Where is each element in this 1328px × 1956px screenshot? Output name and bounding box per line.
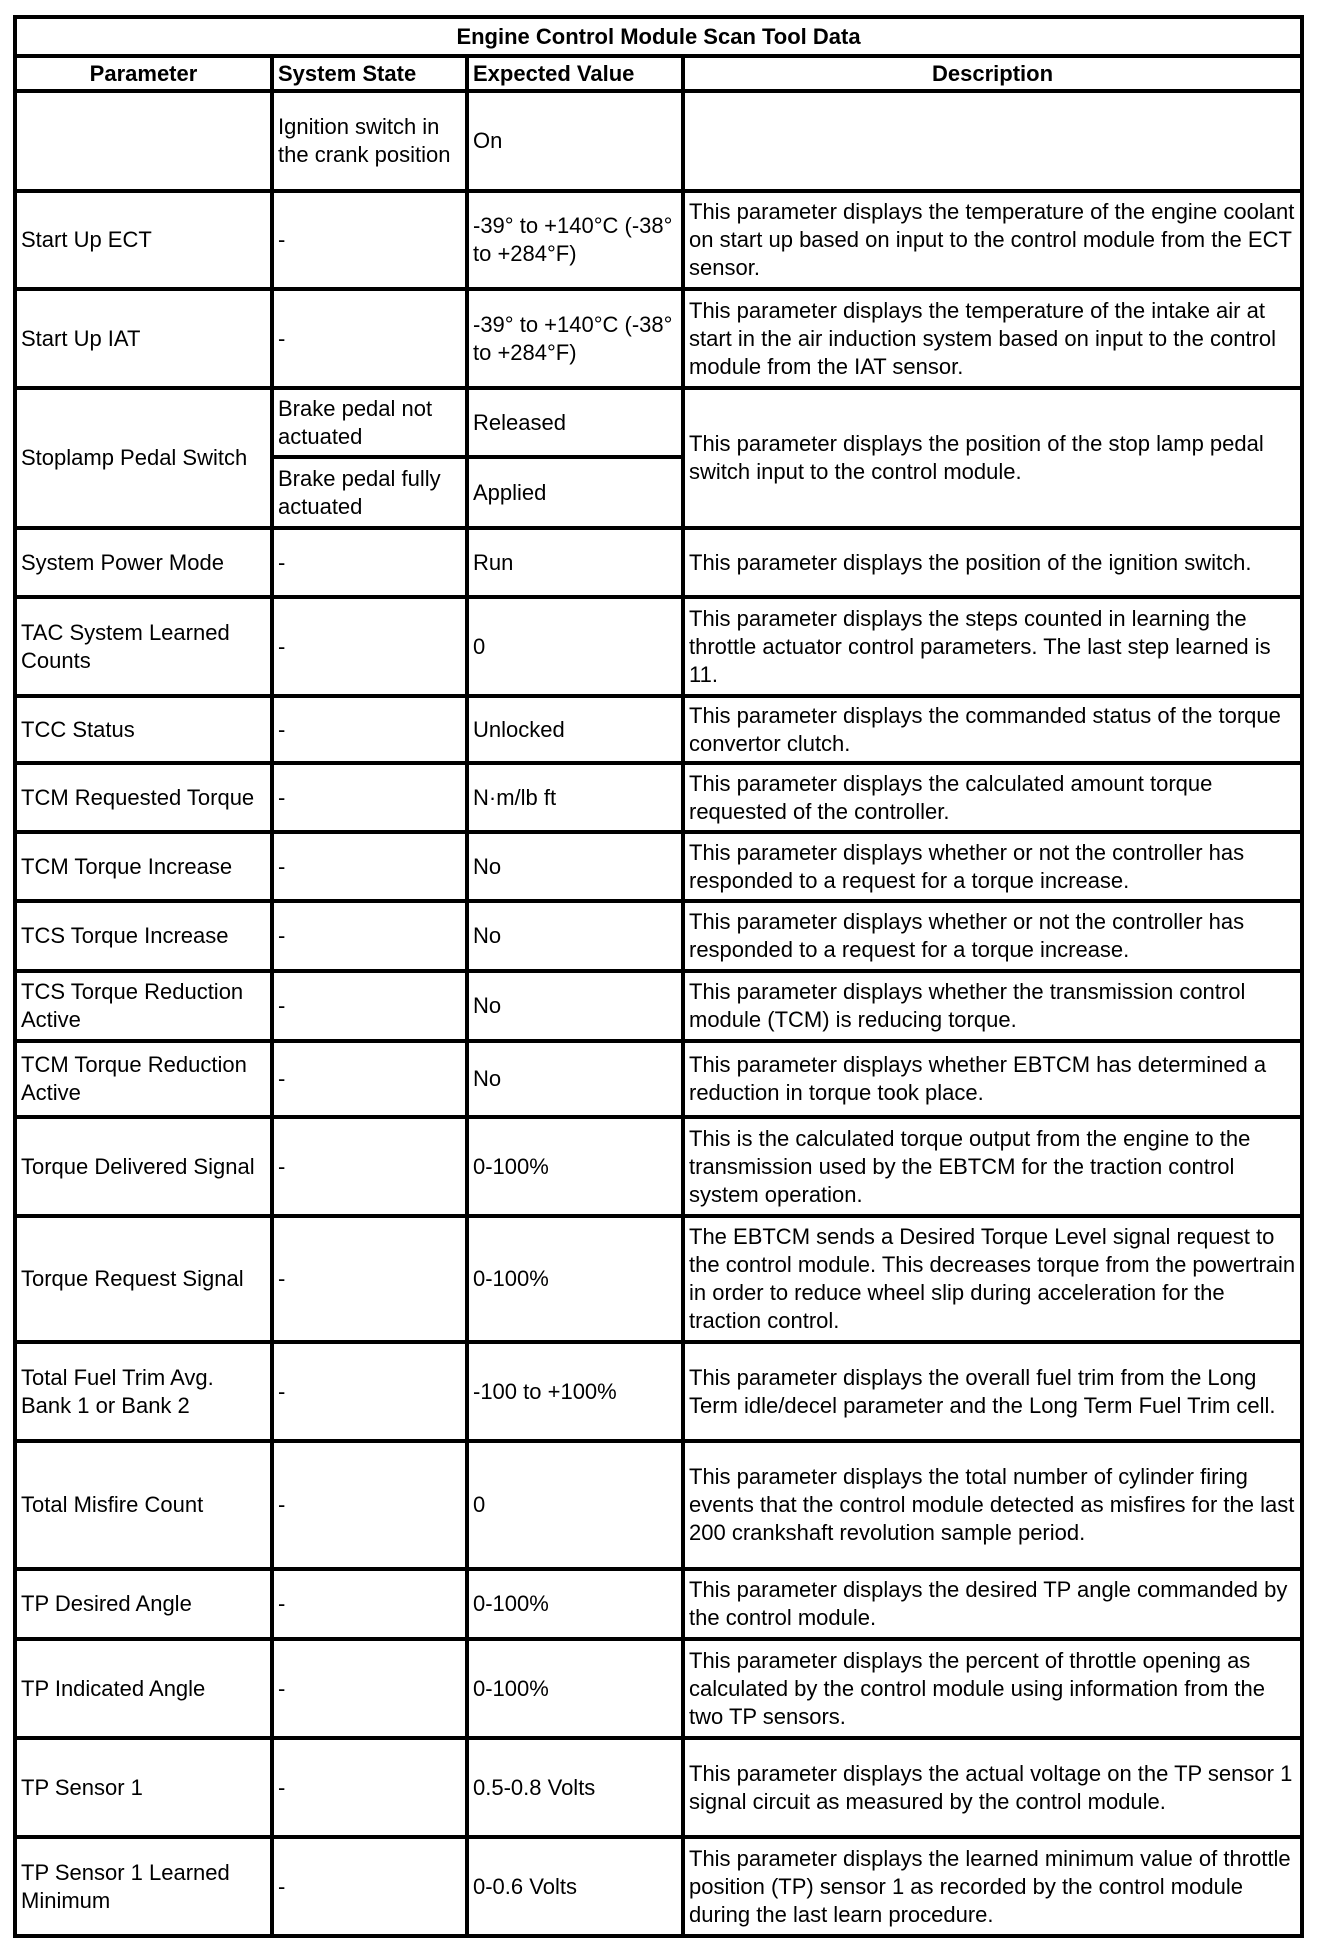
cell-expected-value: No <box>467 901 683 971</box>
table-row <box>15 901 1302 971</box>
cell-parameter: TP Desired Angle <box>15 1569 272 1639</box>
header-row <box>15 56 1302 91</box>
header-expected-value: Expected Value <box>467 56 683 91</box>
cell-expected-value: Released <box>467 388 683 457</box>
cell-parameter: Start Up ECT <box>15 191 272 289</box>
table-title: Engine Control Module Scan Tool Data <box>15 17 1302 56</box>
cell-description: This is the calculated torque output from the engine to the transmission used by the EBTCM for the traction control system operation. <box>683 1117 1302 1216</box>
cell-expected-value: No <box>467 971 683 1041</box>
cell-expected-value: Applied <box>467 457 683 528</box>
table-row <box>15 971 1302 1041</box>
cell-system-state: - <box>272 289 467 388</box>
cell-expected-value: On <box>467 91 683 191</box>
header-description: Description <box>683 56 1302 91</box>
table-row <box>15 1569 1302 1639</box>
table-row <box>15 1117 1302 1216</box>
cell-description: This parameter displays the position of the stop lamp pedal switch input to the control module. <box>683 388 1302 528</box>
cell-expected-value: 0-100% <box>467 1569 683 1639</box>
cell-parameter: Total Misfire Count <box>15 1441 272 1569</box>
cell-parameter: TCM Torque Reduction Active <box>15 1041 272 1117</box>
cell-system-state: Brake pedal fully actuated <box>272 457 467 528</box>
cell-system-state: Ignition switch in the crank position <box>272 91 467 191</box>
cell-description: This parameter displays the calculated amount torque requested of the controller. <box>683 763 1302 832</box>
table-row <box>15 1216 1302 1342</box>
cell-description: This parameter displays the percent of throttle opening as calculated by the control module using information from the two TP sensors. <box>683 1639 1302 1738</box>
table-row <box>15 832 1302 901</box>
cell-parameter: TAC System Learned Counts <box>15 597 272 696</box>
table-row <box>15 528 1302 597</box>
table-row <box>15 696 1302 763</box>
cell-system-state: - <box>272 1639 467 1738</box>
cell-system-state: - <box>272 1117 467 1216</box>
header-system-state: System State <box>272 56 467 91</box>
cell-parameter <box>15 91 272 191</box>
cell-expected-value: 0 <box>467 1441 683 1569</box>
cell-parameter: Torque Delivered Signal <box>15 1117 272 1216</box>
cell-system-state: - <box>272 1041 467 1117</box>
table-row <box>15 1738 1302 1837</box>
cell-expected-value: -100 to +100% <box>467 1342 683 1441</box>
cell-parameter: System Power Mode <box>15 528 272 597</box>
cell-description: This parameter displays the temperature of the engine coolant on start up based on input to the control module from the ECT sensor. <box>683 191 1302 289</box>
cell-system-state: - <box>272 901 467 971</box>
cell-expected-value: No <box>467 832 683 901</box>
cell-expected-value: 0-0.6 Volts <box>467 1837 683 1936</box>
cell-system-state: - <box>272 832 467 901</box>
table-row <box>15 191 1302 289</box>
cell-system-state: - <box>272 971 467 1041</box>
cell-system-state: - <box>272 597 467 696</box>
cell-expected-value: 0-100% <box>467 1216 683 1342</box>
table-row <box>15 1441 1302 1569</box>
cell-description: This parameter displays the overall fuel trim from the Long Term idle/decel parameter and the Long Term Fuel Trim cell. <box>683 1342 1302 1441</box>
cell-description: This parameter displays the desired TP angle commanded by the control module. <box>683 1569 1302 1639</box>
cell-parameter: TCS Torque Increase <box>15 901 272 971</box>
cell-parameter: Torque Request Signal <box>15 1216 272 1342</box>
cell-parameter: TP Sensor 1 <box>15 1738 272 1837</box>
cell-description <box>683 91 1302 191</box>
cell-parameter: TCM Torque Increase <box>15 832 272 901</box>
cell-parameter: TP Indicated Angle <box>15 1639 272 1738</box>
cell-system-state: - <box>272 696 467 763</box>
cell-system-state: - <box>272 1216 467 1342</box>
cell-parameter: TCS Torque Reduction Active <box>15 971 272 1041</box>
cell-expected-value: No <box>467 1041 683 1117</box>
cell-system-state: - <box>272 1738 467 1837</box>
cell-expected-value: 0.5-0.8 Volts <box>467 1738 683 1837</box>
cell-system-state: - <box>272 763 467 832</box>
cell-parameter: TCM Requested Torque <box>15 763 272 832</box>
table-row <box>15 388 1302 457</box>
table-row <box>15 597 1302 696</box>
cell-expected-value: -39° to +140°C (-38° to +284°F) <box>467 289 683 388</box>
cell-parameter: TP Sensor 1 Learned Minimum <box>15 1837 272 1936</box>
cell-description: This parameter displays whether or not the controller has responded to a request for a torque increase. <box>683 832 1302 901</box>
cell-description: The EBTCM sends a Desired Torque Level signal request to the control module. This decreases torque from the powertrain in order to reduce wheel slip during acceleration for the traction control. <box>683 1216 1302 1342</box>
cell-system-state: - <box>272 1837 467 1936</box>
cell-system-state: - <box>272 1569 467 1639</box>
cell-parameter: TCC Status <box>15 696 272 763</box>
cell-description: This parameter displays the commanded status of the torque convertor clutch. <box>683 696 1302 763</box>
cell-parameter: Start Up IAT <box>15 289 272 388</box>
cell-expected-value: 0 <box>467 597 683 696</box>
cell-parameter: Total Fuel Trim Avg. Bank 1 or Bank 2 <box>15 1342 272 1441</box>
table-row <box>15 763 1302 832</box>
table-row <box>15 1639 1302 1738</box>
cell-expected-value: Unlocked <box>467 696 683 763</box>
cell-description: This parameter displays the temperature of the intake air at start in the air induction system based on input to the control module from the IAT sensor. <box>683 289 1302 388</box>
table-row <box>15 1041 1302 1117</box>
cell-expected-value: N·m/lb ft <box>467 763 683 832</box>
header-parameter: Parameter <box>15 56 272 91</box>
cell-description: This parameter displays the learned minimum value of throttle position (TP) sensor 1 as recorded by the control module during the last learn procedure. <box>683 1837 1302 1936</box>
title-row <box>15 17 1302 56</box>
table-row <box>15 1837 1302 1936</box>
table-row <box>15 289 1302 388</box>
cell-system-state: Brake pedal not actuated <box>272 388 467 457</box>
cell-system-state: - <box>272 528 467 597</box>
cell-description: This parameter displays whether the transmission control module (TCM) is reducing torque. <box>683 971 1302 1041</box>
cell-system-state: - <box>272 1342 467 1441</box>
table-row <box>15 1342 1302 1441</box>
cell-parameter: Stoplamp Pedal Switch <box>15 388 272 528</box>
cell-description: This parameter displays whether or not the controller has responded to a request for a torque increase. <box>683 901 1302 971</box>
cell-expected-value: 0-100% <box>467 1639 683 1738</box>
cell-system-state: - <box>272 191 467 289</box>
cell-description: This parameter displays the total number of cylinder firing events that the control module detected as misfires for the last 200 crankshaft revolution sample period. <box>683 1441 1302 1569</box>
cell-expected-value: 0-100% <box>467 1117 683 1216</box>
table-row <box>15 91 1302 191</box>
cell-expected-value: -39° to +140°C (-38° to +284°F) <box>467 191 683 289</box>
cell-expected-value: Run <box>467 528 683 597</box>
cell-description: This parameter displays the steps counted in learning the throttle actuator control parameters. The last step learned is 11. <box>683 597 1302 696</box>
cell-description: This parameter displays the actual voltage on the TP sensor 1 signal circuit as measured by the control module. <box>683 1738 1302 1837</box>
cell-description: This parameter displays whether EBTCM has determined a reduction in torque took place. <box>683 1041 1302 1117</box>
cell-description: This parameter displays the position of the ignition switch. <box>683 528 1302 597</box>
cell-system-state: - <box>272 1441 467 1569</box>
scan-tool-data-table <box>13 15 1304 1938</box>
